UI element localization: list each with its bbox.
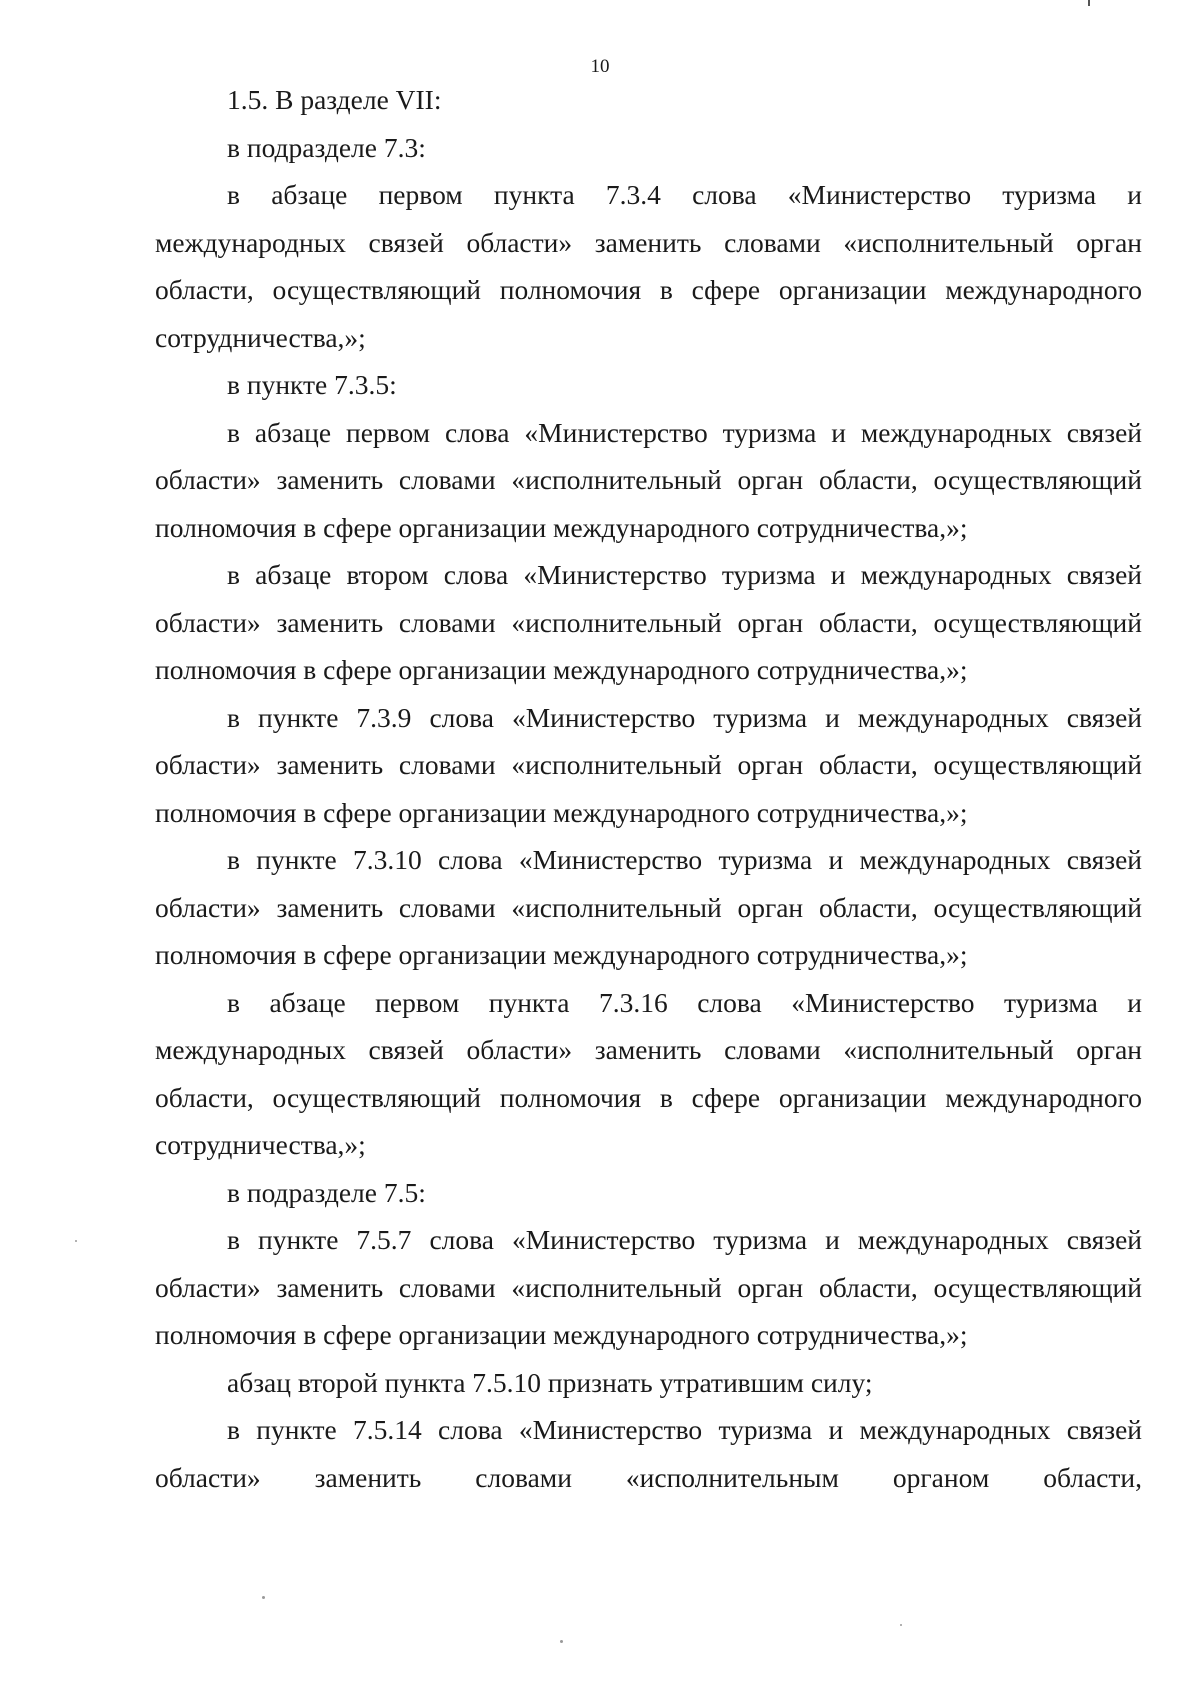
amendment-paragraph: в пункте 7.5.14 слова «Министерство туризма и международных связей области» заменить словами «исполнительным органом области, — [155, 1414, 1142, 1493]
subsection-heading: в подразделе 7.3: — [227, 131, 426, 163]
subsection-heading: в подразделе 7.5: — [227, 1176, 426, 1208]
scan-speck — [900, 1624, 902, 1626]
amendment-paragraph: в пункте 7.3.9 слова «Министерство туризма и международных связей области» заменить словами «исполнительный орган области, осуществляющий полномочия в сфере организации международного сотрудничества,»; — [155, 701, 1142, 828]
scan-mark — [1088, 0, 1090, 6]
amendment-paragraph: абзац второй пункта 7.5.10 признать утратившим силу; — [227, 1366, 873, 1398]
amendment-paragraph: в пункте 7.3.10 слова «Министерство туризма и международных связей области» заменить словами «исполнительный орган области, осуществляющий полномочия в сфере организации международного сотрудничества,»; — [155, 844, 1142, 970]
clause-heading: в пункте 7.3.5: — [227, 369, 397, 400]
amendment-paragraph: в абзаце первом пункта 7.3.4 слова «Министерство туризма и международных связей области» заменить словами «исполнительный орган области, осуществляющий полномочия в сфере организации международного сотрудничества,»; — [155, 179, 1142, 353]
amendment-paragraph: в абзаце первом пункта 7.3.16 слова «Министерство туризма и международных связей области» заменить словами «исполнительный орган области, осуществляющий полномочия в сфере организации международного сотрудничества,»; — [155, 986, 1142, 1160]
scan-speck — [560, 1640, 563, 1643]
amendment-paragraph: в абзаце первом слова «Министерство туризма и международных связей области» заменить словами «исполнительный орган области, осуществляющий полномочия в сфере организации международного сотрудничества,»; — [155, 416, 1142, 543]
section-heading: 1.5. В разделе VII: — [227, 84, 442, 115]
scan-speck — [262, 1596, 265, 1599]
amendment-paragraph: в абзаце втором слова «Министерство туризма и международных связей области» заменить словами «исполнительный орган области, осуществляющий полномочия в сфере организации международного сотрудничества,»; — [155, 559, 1142, 685]
amendment-paragraph: в пункте 7.5.7 слова «Министерство туризма и международных связей области» заменить словами «исполнительный орган области, осуществляющий полномочия в сфере организации международного сотрудничества,»; — [155, 1224, 1142, 1350]
page-number: 10 — [590, 56, 610, 77]
document-body — [155, 76, 1142, 1501]
scan-speck — [75, 1240, 77, 1242]
